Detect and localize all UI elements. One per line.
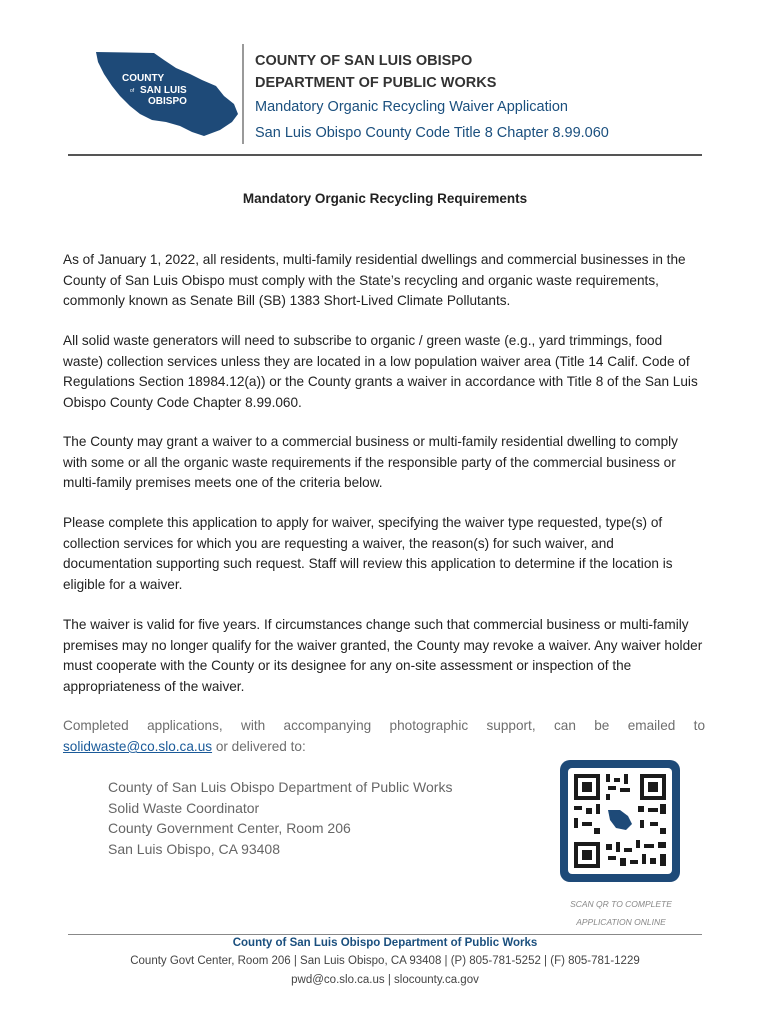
org-name: COUNTY OF SAN LUIS OBISPO bbox=[255, 53, 473, 69]
logo-word-san-luis: SAN LUIS bbox=[140, 85, 187, 96]
qr-caption bbox=[540, 895, 702, 931]
paragraph-validity: The waiver is valid for five years. If circumstances change such that commercial business or multi-family premises may no longer qualify for the waiver granted, the County may revoke a waiver. Any waiver holder must cooperate with the County or its designee for any on-site assessment or inspection of the appropriateness of the waiver. bbox=[63, 617, 703, 694]
address-line: San Luis Obispo, CA 93408 bbox=[108, 840, 281, 857]
code-reference: San Luis Obispo County Code Title 8 Chapter 8.99.060 bbox=[255, 125, 609, 141]
logo-word-of: of bbox=[130, 88, 135, 94]
qr-caption-line: SCAN QR TO COMPLETE bbox=[570, 899, 672, 909]
footer-web: pwd@co.slo.ca.us | slocounty.ca.gov bbox=[291, 974, 479, 986]
logo-word-obispo: OBISPO bbox=[148, 96, 187, 107]
address-line: County of San Luis Obispo Department of Public Works bbox=[108, 779, 453, 795]
email-link[interactable]: solidwaste@co.slo.ca.us bbox=[63, 739, 213, 754]
footer-contact: County Govt Center, Room 206 | San Luis Obispo, CA 93408 | (P) 805-781-5252 | (F) 805-781-1229 bbox=[130, 955, 640, 967]
qr-caption-line: APPLICATION ONLINE bbox=[576, 917, 666, 927]
footer-org: County of San Luis Obispo Department of Public Works bbox=[232, 937, 538, 949]
county-logo bbox=[92, 48, 242, 138]
submission-intro: Completed applications, with accompanying photographic support, can be emailed to bbox=[63, 718, 705, 733]
submission-line bbox=[63, 737, 705, 758]
paragraph-waiver-grant: The County may grant a waiver to a commercial business or multi-family residential dwelling to comply with some or all the organic waste requirements if the responsible party of the commercial business or multi-family premises meets one of the criteria below. bbox=[63, 434, 678, 490]
department-name: DEPARTMENT OF PUBLIC WORKS bbox=[255, 75, 497, 91]
qr-code-inner bbox=[568, 768, 672, 874]
header-text bbox=[255, 50, 609, 146]
address-line: Solid Waste Coordinator bbox=[108, 799, 260, 816]
mailing-address bbox=[108, 777, 452, 859]
header-rule bbox=[68, 154, 702, 156]
footer-rule bbox=[68, 934, 702, 935]
paragraph-instructions: Please complete this application to apply for waiver, specifying the waiver type requested, type(s) of collection services for which you are requesting a waiver, the reason(s) for such waiver, and documentation supporting such request. Staff will review this application to determine if the location is eligible for a waiver. bbox=[63, 515, 673, 592]
form-title: Mandatory Organic Recycling Waiver Application bbox=[255, 99, 568, 115]
qr-code[interactable] bbox=[560, 760, 680, 882]
qr-pattern bbox=[568, 768, 672, 874]
paragraph-subscription: All solid waste generators will need to subscribe to organic / green waste (e.g., yard trimmings, food waste) collection services unless they are located in a low population waiver area (Title 14 Calif. Code of Regulations Section 18984.12(a)) or the County grants a waiver in accordance with Title 8 of the San Luis Obispo County Code Chapter 8.99.060. bbox=[63, 333, 698, 410]
paragraph-effective-date: As of January 1, 2022, all residents, multi-family residential dwellings and commercial businesses in the County of San Luis Obispo must comply with the State’s recycling and organic waste requirements, commonly known as Senate Bill (SB) 1383 Short-Lived Climate Pollutants. bbox=[63, 252, 686, 308]
address-line: County Government Center, Room 206 bbox=[108, 820, 351, 836]
header-divider bbox=[242, 44, 244, 144]
section-title: Mandatory Organic Recycling Requirements bbox=[242, 191, 528, 206]
submission-suffix: or delivered to: bbox=[212, 739, 306, 754]
logo-word-county: COUNTY bbox=[122, 73, 165, 84]
